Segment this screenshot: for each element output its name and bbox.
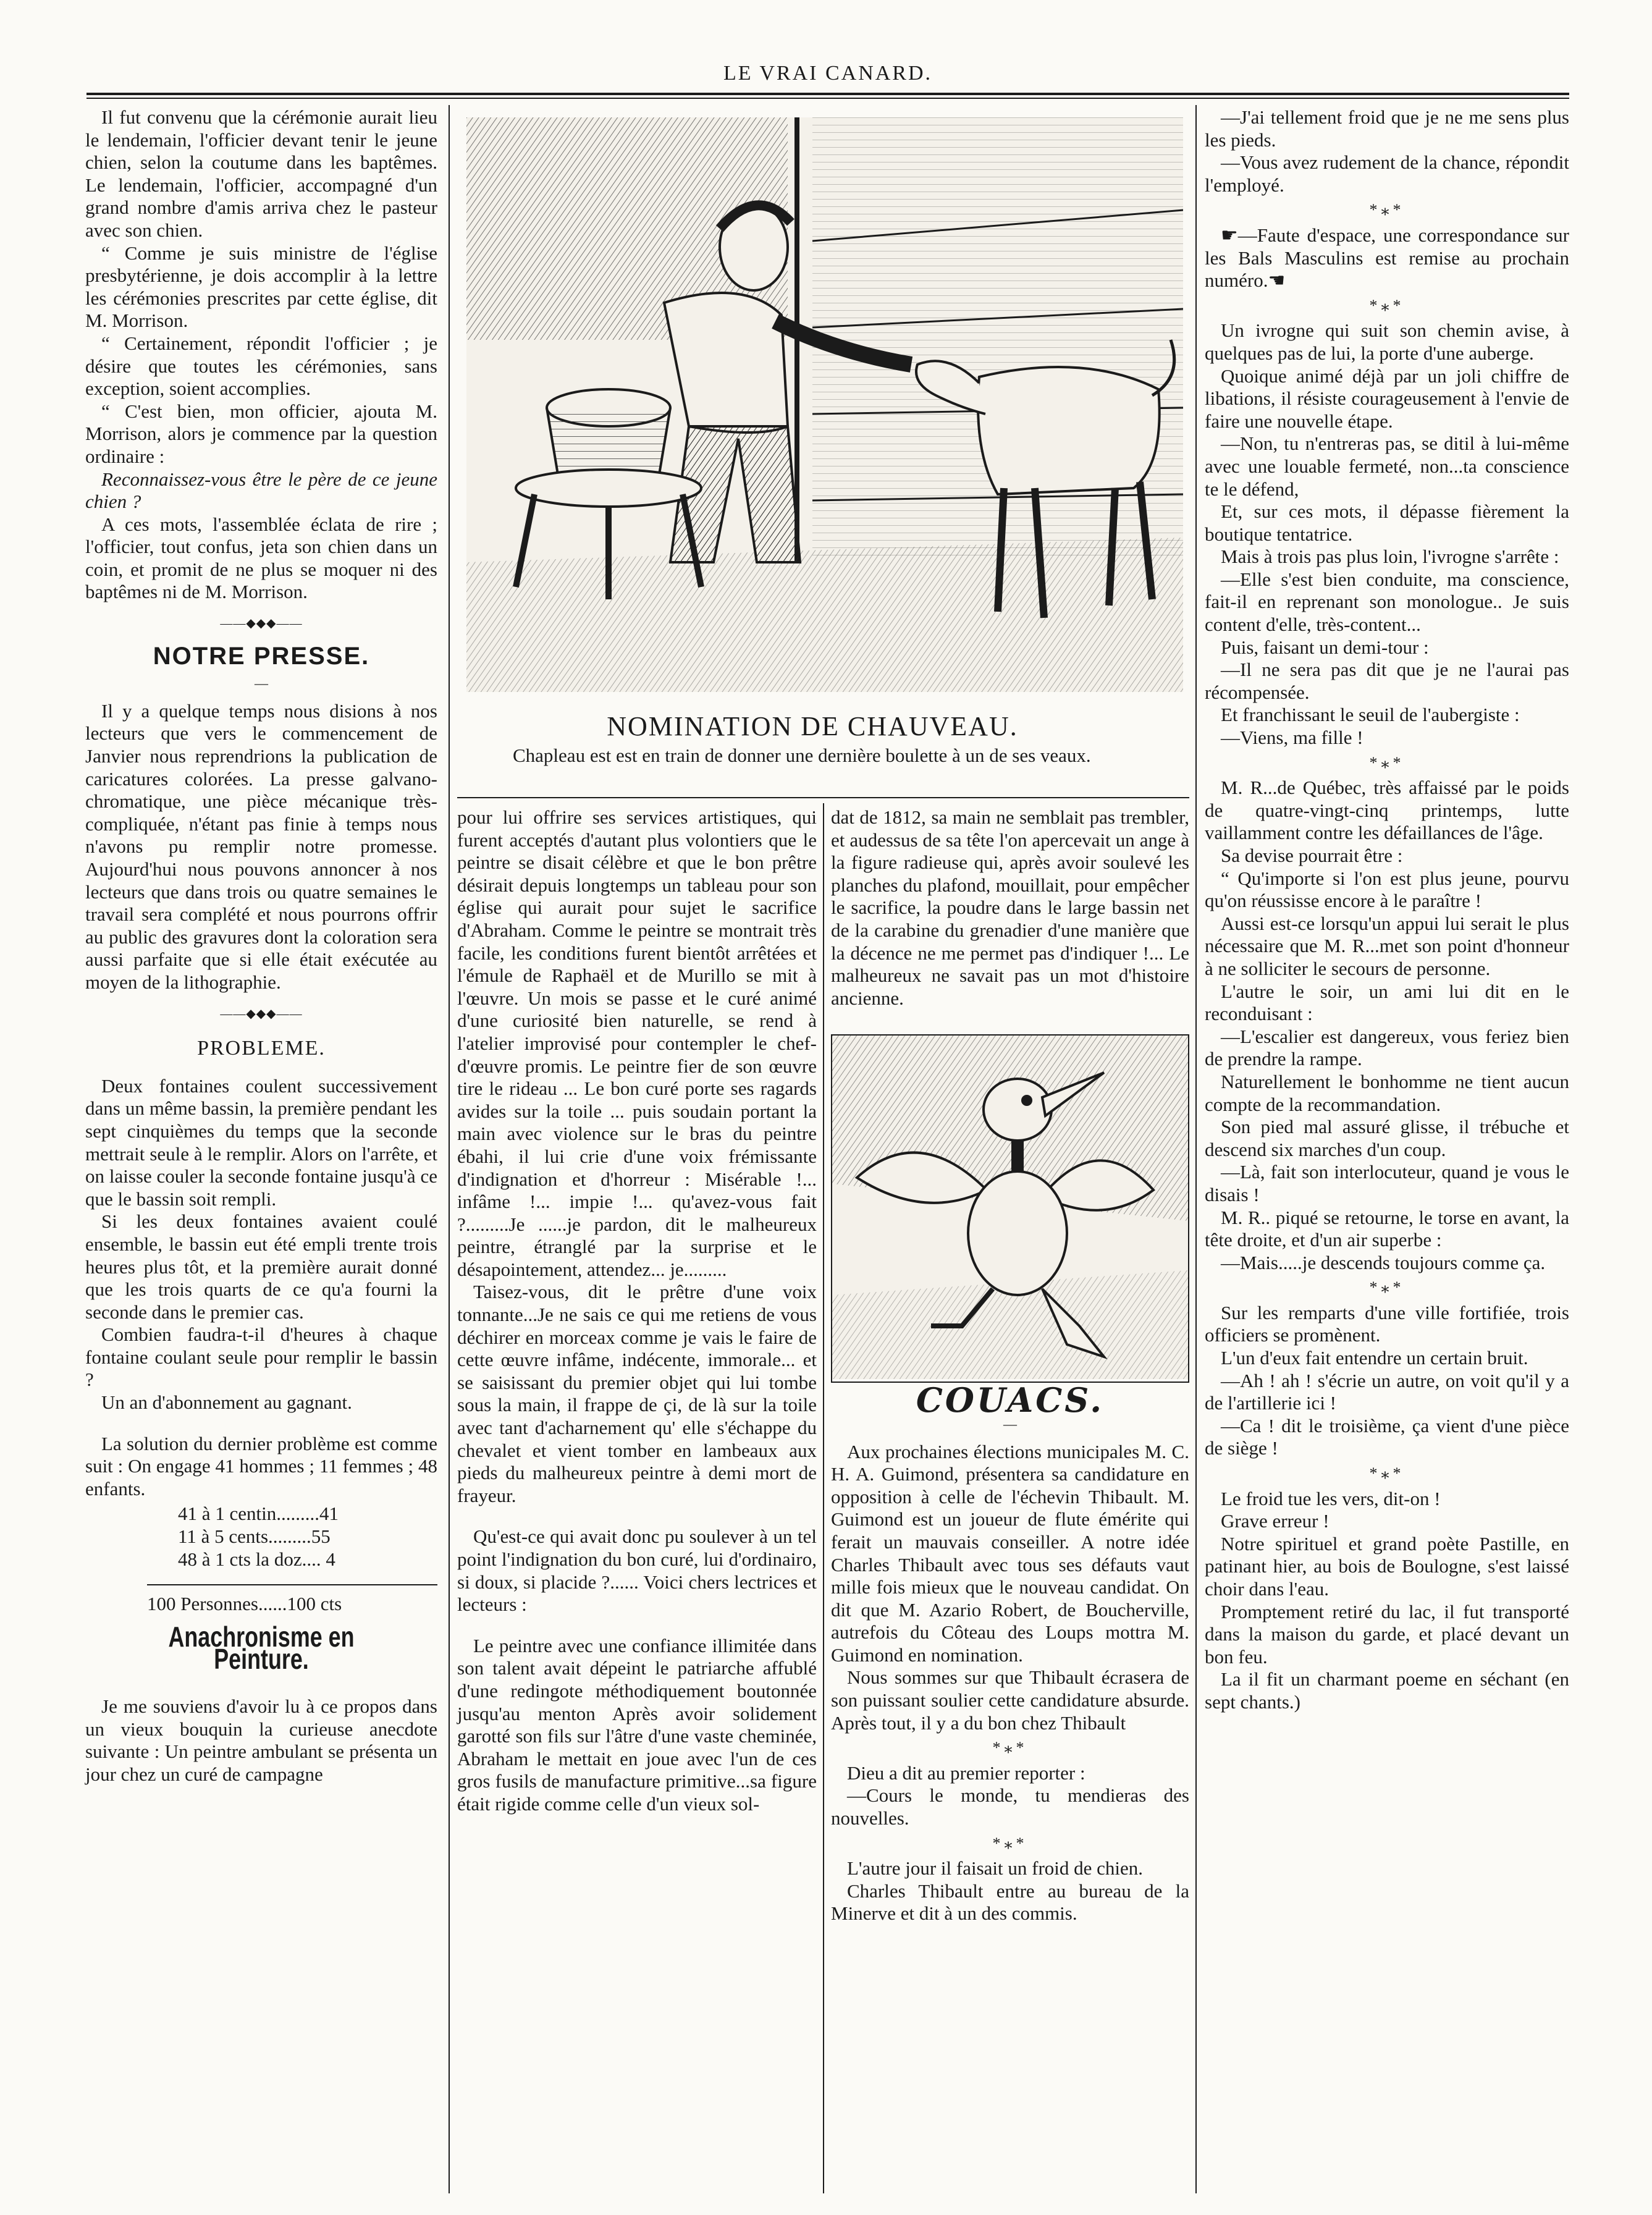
paragraph: Deux fontaines coulent successivement dans un même bassin, la première pendant les sept cinquièmes du temps que la seconde mettrait seule à le remplir. Alors on l'arrête, et on laisse couler la seconde fontaine jusqu'à ce que le bassin soit rempli. — [85, 1074, 437, 1210]
paragraph: Puis, faisant un demi-tour : — [1221, 636, 1429, 658]
column-2 — [457, 806, 817, 1816]
paragraph: —Viens, ma fille ! — [1221, 727, 1363, 749]
title-dash: — — [1003, 1415, 1017, 1432]
paragraph: —Vous avez rudement de la chance, répondit l'employé. — [1205, 151, 1569, 196]
paragraph: L'autre le soir, un ami lui dit en le reconduisant : — [1205, 980, 1569, 1025]
paragraph: —Ah ! ah ! s'écrie un autre, on voit qu'il y a de l'artillerie ici ! — [1205, 1369, 1569, 1414]
solution-total: 100 Personnes......100 cts — [147, 1584, 437, 1616]
engraving-nomination-de-chauveau — [466, 117, 1183, 692]
column-1 — [85, 106, 437, 1786]
illustration-bottom-rule — [457, 797, 1189, 798]
header-rule-bottom — [86, 98, 1569, 99]
solution-row: 41 à 1 centin.........41 — [178, 1503, 339, 1525]
section-title-couacs: COUACS. — [916, 1380, 1105, 1420]
column-divider — [1195, 105, 1197, 2193]
paragraph: —Mais.....je descends toujours comme ça. — [1221, 1251, 1546, 1273]
paragraph: M. R...de Québec, très affaissé par le poids de quatre-vingt-cinq printemps, lutte vaillamment contre les défaillances de l'âge. — [1205, 777, 1569, 844]
paragraph: ☛—Faute d'espace, une correspondance sur les Bals Masculins est remise au prochain numéro.☚ — [1205, 224, 1569, 292]
asterism: *⁎* — [1369, 1278, 1405, 1297]
paragraph: Nous sommes sur que Thibault écrasera de son puissant soulier cette candidature absurde. Après tout, il y a du bon chez Thibault — [831, 1666, 1189, 1734]
paragraph: Quoique animé déjà par un joli chiffre de libations, il résiste courageusement à l'envie de faire une nouvelle étape. — [1205, 365, 1569, 432]
paragraph: Sa devise pourrait être : — [1221, 845, 1403, 866]
paragraph: “ Qu'importe si l'on est plus jeune, pourvu qu'on réussisse encore à le paraître ! — [1205, 867, 1569, 912]
paragraph: A ces mots, l'assemblée éclata de rire ; l'officier, tout confus, jeta son chien dans un coin, et promit de ne plus se moquer ni des baptêmes ni de M. Morrison. — [85, 513, 437, 603]
paragraph: Et, sur ces mots, il dépasse fièrement la boutique tentatrice. — [1205, 500, 1569, 545]
paragraph: Le peintre avec une confiance illimitée dans son talent avait dépeint le patriarche affublé d'une redingote méthodiquement boutonnée jusqu'au menton Après avoir solidement garotté son fils sur l'âtre d'une vaste cheminée, Abraham le mettait en joue avec l'un de ces gros fusils de manufacture primitive...sa figure était rigide comme celle d'un vieux sol- — [457, 1634, 817, 1815]
paragraph: Grave erreur ! — [1221, 1510, 1330, 1532]
paragraph: Si les deux fontaines avaient coulé ensemble, le bassin eut été empli trente trois heures plus tôt, et la première aurait donné que les trois quarts de ce qu'a fourni la seconde dans le premier cas. — [85, 1210, 437, 1323]
paragraph: Le froid tue les vers, dit-on ! — [1221, 1487, 1441, 1509]
paragraph: Aussi est-ce lorsqu'un appui lui serait le plus nécessaire que M. R...met son point d'honneur à ne solliciter le secours de personne. — [1205, 912, 1569, 979]
paragraph: Un an d'abonnement au gagnant. — [101, 1391, 352, 1414]
paragraph: —L'escalier est dangereux, vous feriez bien de prendre la rampe. — [1205, 1025, 1569, 1070]
asterism: *⁎* — [1369, 296, 1405, 314]
paragraph: Mais à trois pas plus loin, l'ivrogne s'arrête : — [1221, 546, 1559, 568]
illustration-caption: Chapleau est est en train de donner une dernière boulette à un de ses veaux. — [513, 745, 1091, 766]
paragraph: —Là, fait son interlocuteur, quand je vous le disais ! — [1205, 1161, 1569, 1205]
paragraph: Taisez-vous, dit le prêtre d'une voix tonnante...Je ne sais ce qui me retiens de vous déchirer en morceax comme je vais le faire de cette œuvre infâme, indécente, immorale... et se saisissant du premier objet qui lui tombe sous la main, il frappe de çi, de là sur la toile avec tant d'acharnement qu' elle s'échappe du chevalet et vient tomber en lambeaux aux pieds du malheureux peintre à demi mort de frayeur. — [457, 1281, 817, 1506]
paragraph: —Non, tu n'entreras pas, se ditil à lui-même avec une louable fermeté, non...ta conscience te le défend, — [1205, 432, 1569, 500]
duck-drawing — [832, 1036, 1188, 1379]
column-4 — [1205, 106, 1569, 1714]
solution-row: 48 à 1 cts la doz.... 4 — [178, 1548, 335, 1570]
paragraph: La il fit un charmant poeme en séchant (en sept chants.) — [1205, 1668, 1569, 1713]
paragraph: Dieu a dit au premier reporter : — [847, 1761, 1085, 1784]
paragraph: —Elle s'est bien conduite, ma conscience, fait-il en reprenant son monologue.. Je suis content d'elle, très-content... — [1205, 568, 1569, 636]
section-separator: ——◆◆◆—— — [220, 617, 303, 631]
paragraph: Notre spirituel et grand poète Pastille, en patinant hier, au bois de Boulogne, s'est laissé choir dans l'eau. — [1205, 1532, 1569, 1600]
paragraph: Qu'est-ce qui avait donc pu soulever à un tel point l'indignation du bon curé, lui d'ordinairo, si doux, si placide ?...... Voici chers lectrices et lecteurs : — [457, 1525, 817, 1616]
paragraph: Sur les remparts d'une ville fortifiée, trois officiers se promènent. — [1205, 1301, 1569, 1346]
paragraph: La solution du dernier problème est comme suit : On engage 41 hommes ; 11 femmes ; 48 enfants. — [85, 1432, 437, 1500]
paragraph: —Cours le monde, tu mendieras des nouvelles. — [831, 1784, 1189, 1829]
header-rule-top — [86, 93, 1569, 95]
paragraph: —Ca ! dit le troisième, ça vient d'une pièce de siège ! — [1205, 1414, 1569, 1459]
paragraph: L'un d'eux fait entendre un certain bruit. — [1221, 1347, 1528, 1369]
paragraph: “ C'est bien, mon officier, ajouta M. Morrison, alors je commence par la question ordinaire : — [85, 400, 437, 467]
engraving-duck — [831, 1034, 1189, 1383]
solution-table — [178, 1503, 437, 1571]
section-title-anachronisme: Anachronisme en Peinture. — [168, 1620, 355, 1676]
illustration-title: NOMINATION DE CHAUVEAU. — [607, 711, 1018, 741]
section-title-probleme: PROBLEME. — [197, 1037, 326, 1060]
paragraph: Aux prochaines élections municipales M. C. H. A. Guimond, présentera sa candidature en opposition à celle de l'échevin Thibault. M. Guimond est un joueur de flute émérite qui ferait un mauvais conseiller. A notre idée Charles Thibault avec tous ses défauts vaut mille fois mieux que le nouveau candidat. On dit que M. Azario Robert, de Boucherville, autrefois du Côteau des Loups mottra M. Guimond en nomination. — [831, 1440, 1189, 1666]
paragraph: Combien faudra-t-il d'heures à chaque fontaine coulant seule pour remplir le bassin ? — [85, 1323, 437, 1391]
section-title-notre-presse: NOTRE PRESSE. — [153, 642, 370, 670]
column-divider — [823, 803, 824, 2193]
paragraph: Son pied mal assuré glisse, il trébuche et descend six marches d'un coup. — [1205, 1116, 1569, 1160]
paragraph: Promptement retiré du lac, il fut transporté dans la maison du garde, et placé devant un bon feu. — [1205, 1600, 1569, 1668]
paragraph: dat de 1812, sa main ne semblait pas trembler, et audessus de sa tête l'on apercevait un ange à la figure radieuse qui, après avoir soulevé les planches du plafond, mouillait, pour empêcher le sacrifice, la poudre dans le large bassin net de la carabine du grenadier d'une manière que la décence ne me permet pas d'indiquer !... Le malheureux ne savait pas un mot d'histoire ancienne. — [831, 806, 1189, 1009]
paragraph: L'autre jour il faisait un froid de chien. — [847, 1857, 1144, 1880]
asterism: *⁎* — [1369, 201, 1405, 219]
asterism: *⁎* — [1369, 753, 1405, 772]
paragraph: “ Comme je suis ministre de l'église presbytérienne, je dois accomplir à la lettre les cérémonies prescrites par cette église, dit M. Morrison. — [85, 242, 437, 332]
paragraph: pour lui offrire ses services artistiques, qui furent acceptés d'autant plus volontiers que le peintre se disait célèbre et que le bon prêtre désirait depuis longtemps un tableau pour son église qui aurait pour sujet le sacrifice d'Abraham. Comme le peintre se montrait très facile, les conditions furent bientôt arrêtées et l'émule de Raphaël et de Murillo se mit à l'œuvre. Un mois se passe et le curé animé d'une curiosité bien naturelle, se rend à l'atelier improvisé pour contempler le chef-d'œuvre promis. Le peintre fier de son œuvre tire le rideau ... Le bon curé porte ses ragards avides sur la toile ... puis soudain portant la main avec violence sur le bras du peintre ébahi, il lui crie d'une voix frémissante d'indignation et d'horreur : Misérable !... infâme !... impie !... qu'avez-vous fait ?.........Je ......je pardon, dit le malheureux peintre, étranglé par la surprise et le désapointement, attendez... je......... — [457, 806, 817, 1280]
asterism: *⁎* — [1369, 1464, 1405, 1483]
section-separator: ——◆◆◆—— — [220, 1006, 303, 1021]
asterism: *⁎* — [992, 1739, 1028, 1757]
paragraph: Et franchissant le seuil de l'aubergiste : — [1221, 704, 1520, 726]
solution-row: 11 à 5 cents.........55 — [178, 1525, 331, 1548]
paragraph: Il fut convenu que la cérémonie aurait lieu le lendemain, l'officier devant tenir le jeune chien, selon la coutume dans les baptêmes. Le lendemain, l'officier, accompagné d'un grand nombre d'amis arriva chez le pasteur avec son chien. — [85, 106, 437, 241]
masthead: LE VRAI CANARD. — [723, 62, 933, 85]
paragraph: Charles Thibault entre au bureau de la Minerve et dit à un des commis. — [831, 1880, 1189, 1925]
paragraph: —J'ai tellement froid que je ne me sens plus les pieds. — [1205, 106, 1569, 151]
paragraph-italic: Reconnaissez-vous être le père de ce jeune chien ? — [85, 468, 437, 513]
engraving-drawing — [466, 117, 1183, 692]
paragraph: Je me souviens d'avoir lu à ce propos dans un vieux bouquin la curieuse anecdote suivante : Un peintre ambulant se présenta un jour chez un curé de campagne — [85, 1695, 437, 1785]
paragraph: “ Certainement, répondit l'officier ; je désire que toutes les cérémonies, sans exception, soient accomplies. — [85, 332, 437, 400]
title-dash: — — [255, 675, 268, 691]
column-3 — [831, 806, 1189, 1925]
paragraph: M. R.. piqué se retourne, le torse en avant, la tête droite, et d'un air superbe : — [1205, 1206, 1569, 1251]
paragraph: Un ivrogne qui suit son chemin avise, à quelques pas de lui, la porte d'une auberge. — [1205, 319, 1569, 364]
asterism: *⁎* — [992, 1834, 1028, 1852]
paragraph: Naturellement le bonhomme ne tient aucun compte de la recommandation. — [1205, 1070, 1569, 1115]
paragraph: —Il ne sera pas dit que je ne l'aurai pas récompensée. — [1205, 659, 1569, 703]
column-divider — [449, 105, 450, 2193]
paragraph: Il y a quelque temps nous disions à nos lecteurs que vers le commencement de Janvier nous reprendrions la publication de caricatures colorées. La presse galvano-chromatique, une pièce mécanique très-compliquée, n'étant pas finie à temps nous n'avons pu remplir notre promesse. Aujourd'hui nous pouvons annoncer à nos lecteurs que dans trois ou quatre semaines le travail sera complété et nous pourrons offrir au public des gravures dont la coloration sera aussi parfaite que si elle était exécutée au moyen de la lithographie. — [85, 699, 437, 993]
